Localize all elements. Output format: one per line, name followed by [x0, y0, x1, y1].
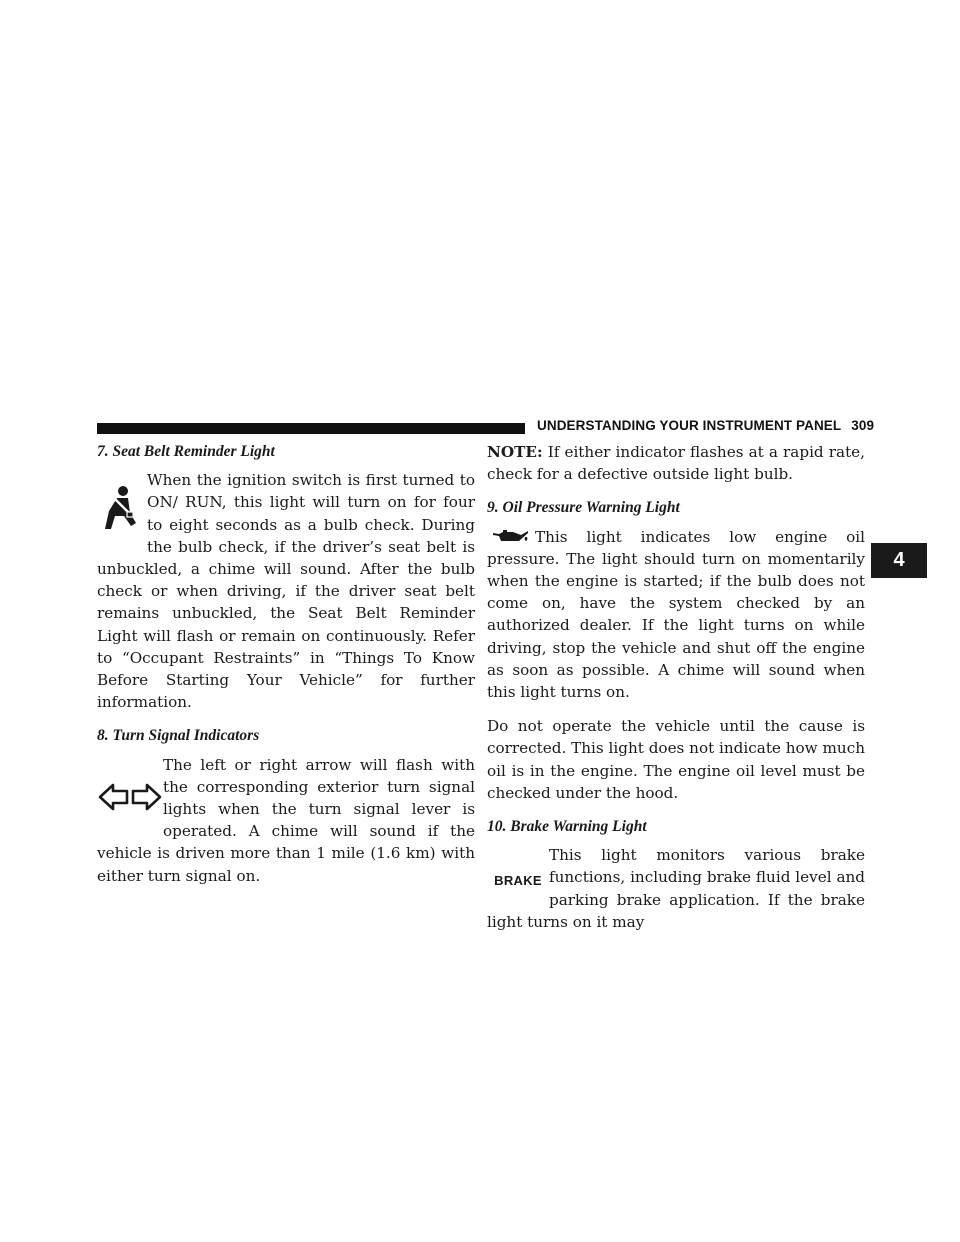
seat-belt-section — [97, 469, 475, 713]
header-rule — [97, 423, 525, 434]
note-label: NOTE: — [487, 443, 543, 461]
right-column — [487, 441, 865, 933]
brake-section — [487, 844, 865, 933]
turn-signal-heading: 8. Turn Signal Indicators — [97, 727, 260, 745]
turn-signal-body: The left or right arrow will flash with the corresponding exterior turn signal lights when the turn signal lever is operated. A chime will sound if the vehicle is driven more than 1 mile (1.6 km) with either turn signal on. — [97, 755, 475, 885]
oil-pressure-section — [487, 526, 865, 704]
left-column — [97, 441, 475, 887]
oil-pressure-body: This light indicates low engine oil pressure. The light should turn on momentarily when the engine is started; if the bulb does not come on, have the system checked by an authorized dealer. If the light turns on while driving, stop the vehicle and shut off the engine as soon as possible. A chime will sound when this light turns on. — [487, 527, 865, 702]
chapter-tab: 4 — [871, 543, 927, 578]
brake-icon-text: BRAKE — [494, 873, 542, 889]
note-paragraph — [487, 441, 865, 485]
oil-pressure-body-2: Do not operate the vehicle until the cause is corrected. This light does not indicate how much oil is in the engine. The engine oil level must be checked under the hood. — [487, 717, 865, 802]
turn-signal-section — [97, 754, 475, 887]
note-body: If either indicator flashes at a rapid rate, check for a defective outside light bulb. — [487, 443, 865, 484]
brake-body: This light monitors various brake functions, including brake fluid level and parking brake application. If the brake light turns on it may — [487, 846, 865, 931]
seat-belt-body: When the ignition switch is first turned to ON/ RUN, this light will turn on for four to eight seconds as a bulb check. During the bulb check, if the driver’s seat belt is unbuckled, a chime will sound. After the bulb check or when driving, if the driver seat belt remains unbuckled, the Seat Belt Reminder Light will flash or remain on continuously. Refer to “Occupant Restraints” in “Things To Know Before Starting Your Vehicle” for further information. — [97, 471, 475, 712]
brake-icon — [487, 844, 549, 910]
header-title: UNDERSTANDING YOUR INSTRUMENT PANEL — [537, 418, 842, 433]
running-header — [537, 418, 874, 433]
page-number: 309 — [851, 418, 875, 433]
oil-can-icon — [487, 526, 533, 546]
oil-pressure-heading: 9. Oil Pressure Warning Light — [487, 499, 680, 517]
seat-belt-icon — [97, 477, 143, 537]
seat-belt-heading: 7. Seat Belt Reminder Light — [97, 443, 275, 460]
turn-signal-arrows-icon — [97, 758, 163, 836]
brake-heading: 10. Brake Warning Light — [487, 818, 647, 836]
